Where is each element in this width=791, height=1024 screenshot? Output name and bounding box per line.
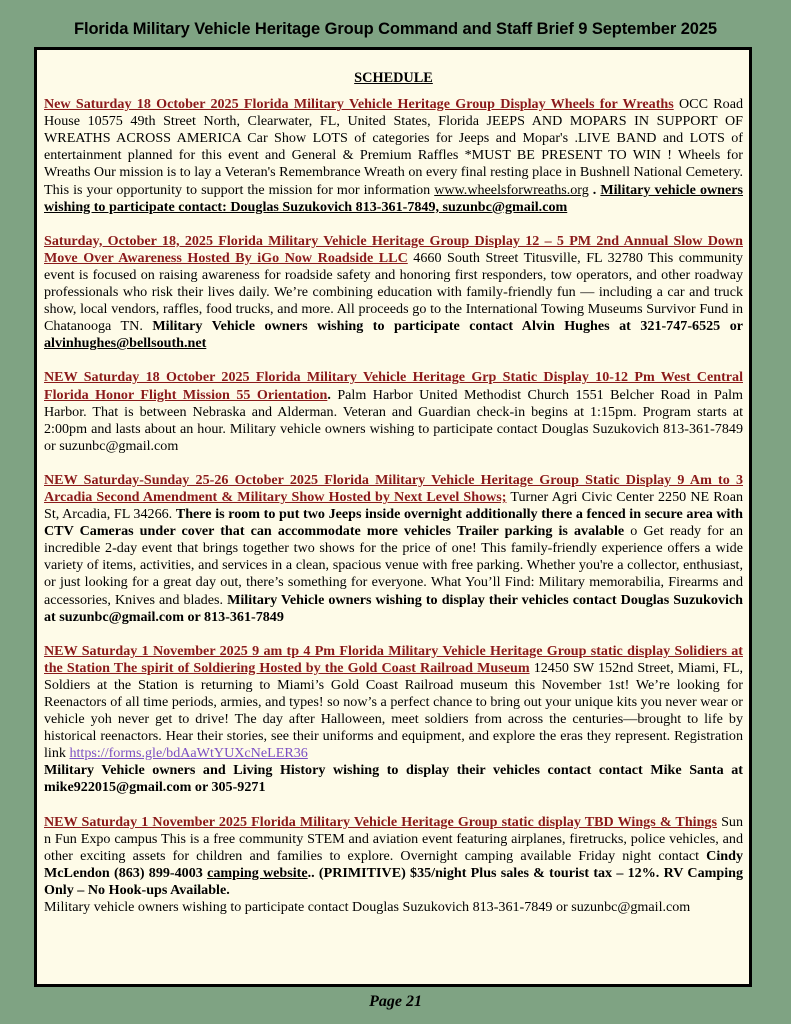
- event-title: New Saturday 18 October 2025 Florida Military Vehicle Heritage Group Display Wheels for Wreaths: [44, 96, 674, 113]
- event-contact: Military vehicle owners wishing to participate contact Douglas Suzukovich 813-361-7849 or suzunbc@gmail.com: [44, 899, 691, 916]
- page-number: Page 21: [369, 993, 422, 1010]
- schedule-title: SCHEDULE: [354, 70, 433, 86]
- event-body: Sun n Fun Expo campus This is a free community STEM and aviation event featuring airplanes, firetrucks, police vehicles, and other exciting assets for children and families to explore. Overnight camping available Friday night contact: [44, 813, 743, 864]
- registration-link[interactable]: https://forms.gle/bdAaWtYUXcNeLER36: [69, 745, 308, 762]
- content-panel: [34, 47, 752, 987]
- brief-header: Florida Military Vehicle Heritage Group Command and Staff Brief 9 September 2025: [73, 20, 717, 38]
- event-note: There is room to put two Jeeps inside overnight additionally there a fenced in secure area with CTV Cameras under cover that can accommodate more vehicles Trailer parking is avalable: [44, 506, 743, 540]
- event-title: NEW Saturday 1 November 2025 Florida Military Vehicle Heritage Group static display TBD Wings & Things: [44, 813, 717, 830]
- event-arcadia-show: [44, 472, 743, 626]
- camping-contact: Cindy McLendon (863) 899-4003: [44, 847, 743, 881]
- event-body-more: o Get ready for an incredible 2-day event that brings together two shows for the price of one! This family-friendly experience offers a wide variety of items, activities, and services in a clean, spacious venue with free parking. Whether you're a collector, enthusiast, or just looking for a great day out, there’s something for everyone. What You’ll Find: Military memorabilia, Firearms and accessories, Knives and blades.: [44, 523, 743, 608]
- event-slow-down-move-over: [44, 233, 743, 353]
- event-body: Palm Harbor United Methodist Church 1551 Belcher Road in Palm Harbor. That is between Nebraska and Alderman. Veteran and Guardian check-in begins at 1:15pm. Program starts at 2:00pm and lasts about an hour. Military vehicle owners wishing to participate contact Douglas Suzukovich 813-361-7849 or suzunbc@gmail.com: [44, 386, 743, 454]
- event-contact: Military vehicle owners wishing to participate contact: Douglas Suzukovich 813-361-7849, suzunbc@gmail.com: [44, 181, 743, 215]
- event-contact: Military Vehicle owners wishing to participate contact Alvin Hughes at 321-747-6525 or: [152, 318, 744, 335]
- contact-email-link[interactable]: alvinhughes@bellsouth.net: [44, 335, 207, 352]
- event-body: 12450 SW 152nd Street, Miami, FL, Soldiers at the Station is returning to Miami’s Gold Coast Railroad museum this November 1st! We’re looking for Reenactors of all time periods, armies, and types! so now’s a perfect chance to bring out your unique kits you never wear or vehicle yoh never get to drive! The day after Halloween, meet soldiers from across the centuries—brought to life by historical reenactors. Hear their stories, see their uniforms and equipment, and explore the eras they represent. Registration link: [44, 659, 743, 762]
- event-title: Saturday, October 18, 2025 Florida Military Vehicle Heritage Group Display 12 – 5 PM 2nd Annual Slow Down Move Over Awareness Hosted By iGo Now Roadside LLC: [44, 232, 743, 266]
- event-title: NEW Saturday 18 October 2025 Florida Military Vehicle Heritage Grp Static Display 10-12 Pm West Central Florida Honor Flight Mission 55 Orientation: [44, 369, 743, 403]
- event-contact: Military Vehicle owners and Living History wishing to display their vehicles contact contact Mike Santa at mike922015@gmail.com or 305-9271: [44, 762, 743, 796]
- event-contact: Military Vehicle owners wishing to display their vehicles contact Douglas Suzukovich at suzunbc@gmail.com or 813-361-7849: [44, 591, 744, 625]
- event-body: OCC Road House 10575 49th Street North, Clearwater, FL, United States, Florida JEEPS AND MOPARS IN SUPPORT OF WREATHS ACROSS AMERICA Car Show LOTS of categories for Jeeps and Mopar's .LIVE BAND and LOTS of entertainment planned for this event and General & Premium Raffles *MUST BE PRESENT TO WIN ! Wheels for Wreaths Our mission is to lay a Veteran's Remembrance Wreath on every final resting place in Bushnell National Cemetery. This is your opportunity to support the mission for mor information: [44, 96, 744, 198]
- event-title: NEW Saturday-Sunday 25-26 October 2025 Florida Military Vehicle Heritage Group Static Display 9 Am to 3 Arcadia Second Amendment & Military Show Hosted by Next Level Shows;: [44, 471, 743, 505]
- event-title: NEW Saturday 1 November 2025 9 am tp 4 Pm Florida Military Vehicle Heritage Group static display Solidiers at the Station The spirit of Soldiering Hosted by the Gold Coast Railroad Museum: [44, 642, 743, 676]
- schedule-content: [44, 70, 743, 933]
- event-url-link[interactable]: www.wheelsforwreaths.org: [434, 181, 589, 198]
- event-wings-and-things: [44, 814, 743, 917]
- event-wheels-for-wreaths: New Saturday 18 October 2025 Florida Military Vehicle Heritage Group Display Wheels for Wreaths OCC Road House 10575 49th Street North, Clearwater, FL, United States, Florida JEEPS AND MOPARS IN SUPPORT OF WREATHS ACROSS AMERICA Car Show LOTS of categories for Jeeps and Mopar's .LIVE BAND and LOTS of entertainment planned for this event and General & Premium Raffles *MUST BE PRESENT TO WIN ! Wheels for Wreaths Our mission is to lay a Veteran's Remembrance Wreath on every final resting place in Bushnell National Cemetery. This is your opportunity to support the mission for mor information www.wheelsforwreaths.org . Military vehicle owners wishing to participate contact: Douglas Suzukovich 813-361-7849, suzunbc@gmail.com: [44, 96, 744, 215]
- camping-details: .. (PRIMITIVE) $35/night Plus sales & tourist tax – 12%. RV Camping Only – No Hook-ups Available.: [44, 864, 744, 898]
- camping-website-link[interactable]: camping website: [207, 864, 308, 881]
- event-honor-flight: NEW Saturday 18 October 2025 Florida Military Vehicle Heritage Grp Static Display 10-12 Pm West Central Florida Honor Flight Mission 55 Orientation. Palm Harbor United Methodist Church 1551 Belcher Road in Palm Harbor. That is between Nebraska and Alderman. Veteran and Guardian check-in begins at 1:15pm. Program starts at 2:00pm and lasts about an hour. Military vehicle owners wishing to participate contact Douglas Suzukovich 813-361-7849 or suzunbc@gmail.com: [44, 369, 743, 454]
- event-body: Turner Agri Civic Center 2250 NE Roan St, Arcadia, FL 34266.: [44, 488, 744, 523]
- event-body: 4660 South Street Titusville, FL 32780 This community event is focused on raising awareness for roadside safety and honoring first responders, tow operators, and other roadway professionals who risk their lives daily. We’re combining education with family-friendly fun — including a car and truck show, local vendors, raffles, food trucks, and more. All proceeds go to the International Towing Museums Survivor Fund in Chatanooga TN.: [44, 249, 743, 335]
- event-soldiers-at-station: [44, 643, 743, 797]
